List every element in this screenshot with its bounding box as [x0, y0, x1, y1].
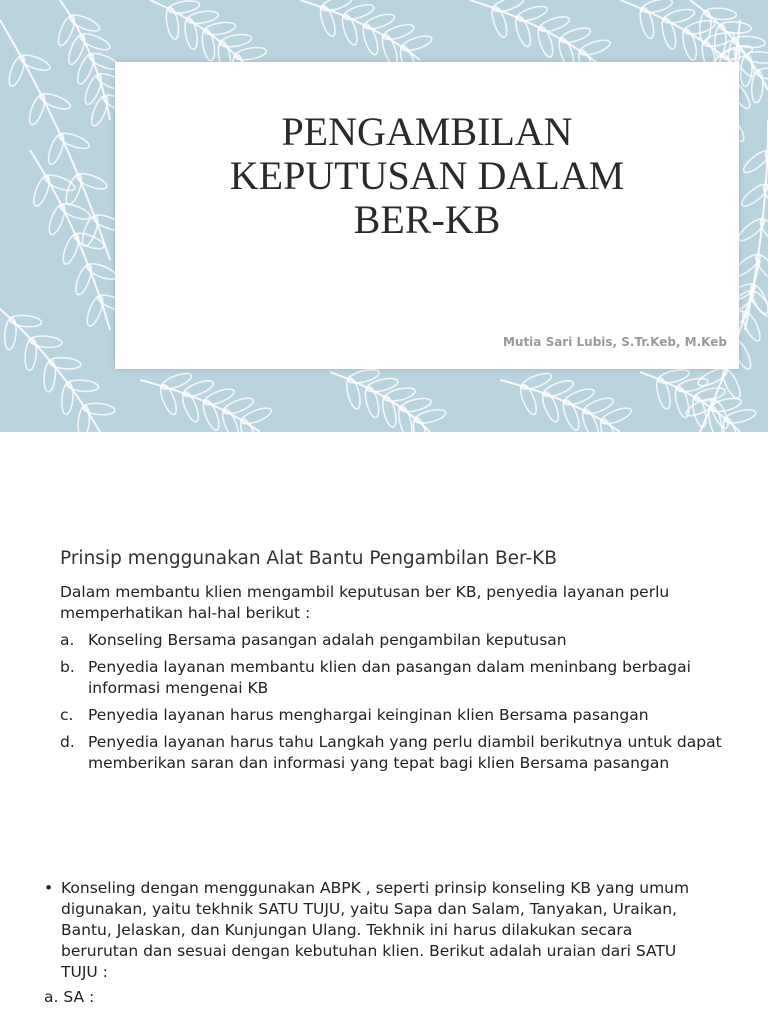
leaf: [219, 407, 241, 432]
leaf: [347, 367, 381, 385]
list-item: [60, 657, 730, 699]
leaf-stem: [330, 372, 430, 432]
slide-heading: Prinsip menggunakan Alat Bantu Pengambilan Ber-KB: [60, 548, 557, 569]
slide-title-line: KEPUTUSAN DALAM: [229, 153, 625, 198]
leaf: [657, 367, 691, 385]
leaf: [73, 263, 95, 297]
leaf-branch: [640, 367, 757, 432]
list-marker: a.: [60, 631, 75, 649]
leaf: [203, 20, 236, 36]
list-item: [60, 732, 730, 774]
bullet-marker: •: [44, 879, 54, 897]
title-slide: [0, 0, 768, 432]
leaf: [396, 405, 414, 432]
leaf: [60, 232, 82, 266]
leaf: [662, 7, 696, 26]
principles-list: [60, 630, 730, 780]
bullet-text: Konseling dengan menggunakan ABPK , seperti prinsip konseling KB yang umum digunakan, yaitu tekhnik SATU TUJU, yaitu Sapa dan Salam, Tanyakan, Uraikan, Bantu, Jelaskan, dan Kunjungan Ulang. Tekhnik ini harus dilakukan secara berurutan dan sesuai dengan kebutuhan klien. Berikut adalah uraian dari SATU TUJU :: [61, 879, 690, 981]
leaf: [581, 395, 615, 417]
leaf: [515, 3, 549, 24]
leaf: [74, 52, 96, 86]
leaf-branch: [0, 300, 115, 432]
leaf: [562, 386, 596, 408]
leaf: [579, 407, 601, 432]
leaf-stem: [470, 0, 600, 65]
title-card: [115, 62, 739, 369]
leaf: [558, 25, 592, 46]
list-marker: d.: [60, 733, 75, 751]
leaf: [660, 16, 679, 50]
leaf: [638, 6, 657, 40]
list-item-text: Penyedia layanan membantu klien dan pasangan dalam meninbang berbagai informasi mengenai KB: [88, 658, 691, 697]
list-marker: c.: [60, 706, 74, 724]
intro-paragraph: Dalam membantu klien mengambil keputusan ber KB, penyedia layanan perlu memperhatikan hal-hal berikut :: [60, 583, 670, 622]
leaf: [599, 405, 633, 427]
leaf: [46, 203, 68, 237]
leaf: [26, 93, 47, 127]
leaf-branch: [140, 370, 273, 432]
leaf: [45, 132, 66, 166]
leaf: [519, 370, 553, 392]
author-name: Mutia Sari Lubis, S.Tr.Keb, M.Keb: [502, 335, 727, 349]
list-item-text: Penyedia layanan harus menghargai keinginan klien Bersama pasangan: [88, 706, 649, 724]
leaf-stem: [500, 380, 620, 432]
leaf: [680, 28, 699, 62]
slide-title-line: BER-KB: [353, 197, 501, 242]
sub-item: a. SA :: [44, 988, 95, 1006]
leaf: [221, 395, 255, 417]
leaf-branch: [330, 367, 447, 432]
leaf: [219, 32, 252, 48]
list-marker: b.: [60, 658, 75, 676]
leaf: [84, 294, 106, 328]
leaf: [202, 386, 236, 408]
leaf: [537, 14, 571, 35]
leaf: [740, 310, 764, 344]
slide-title: [115, 110, 739, 242]
principles-slide: [0, 432, 768, 864]
leaf: [82, 73, 104, 107]
leaf: [6, 54, 27, 88]
leaf: [31, 174, 53, 208]
list-item-text: Konseling Bersama pasangan adalah pengambilan keputusan: [88, 631, 567, 649]
leaf: [239, 405, 273, 427]
leaf-stem: [300, 0, 420, 60]
leaf: [578, 37, 612, 58]
leaf: [181, 378, 215, 400]
leaf: [541, 378, 575, 400]
leaf: [159, 370, 193, 392]
leaf: [741, 147, 768, 176]
slide-title-line: PENGAMBILAN: [281, 109, 573, 154]
satu-tuju-slide: [0, 864, 768, 1024]
bullet-paragraph: [44, 878, 694, 983]
leaf-branch: [500, 370, 633, 432]
leaf-stem: [140, 380, 260, 432]
leaf: [234, 45, 267, 61]
list-item: [60, 630, 730, 651]
list-item-text: Penyedia layanan harus tahu Langkah yang perlu diambil berikutnya untuk dapat memberikan saran dan informasi yang tepat bagi klien Bersama pasangan: [88, 733, 722, 772]
list-item: [60, 705, 730, 726]
leaf: [365, 376, 399, 394]
